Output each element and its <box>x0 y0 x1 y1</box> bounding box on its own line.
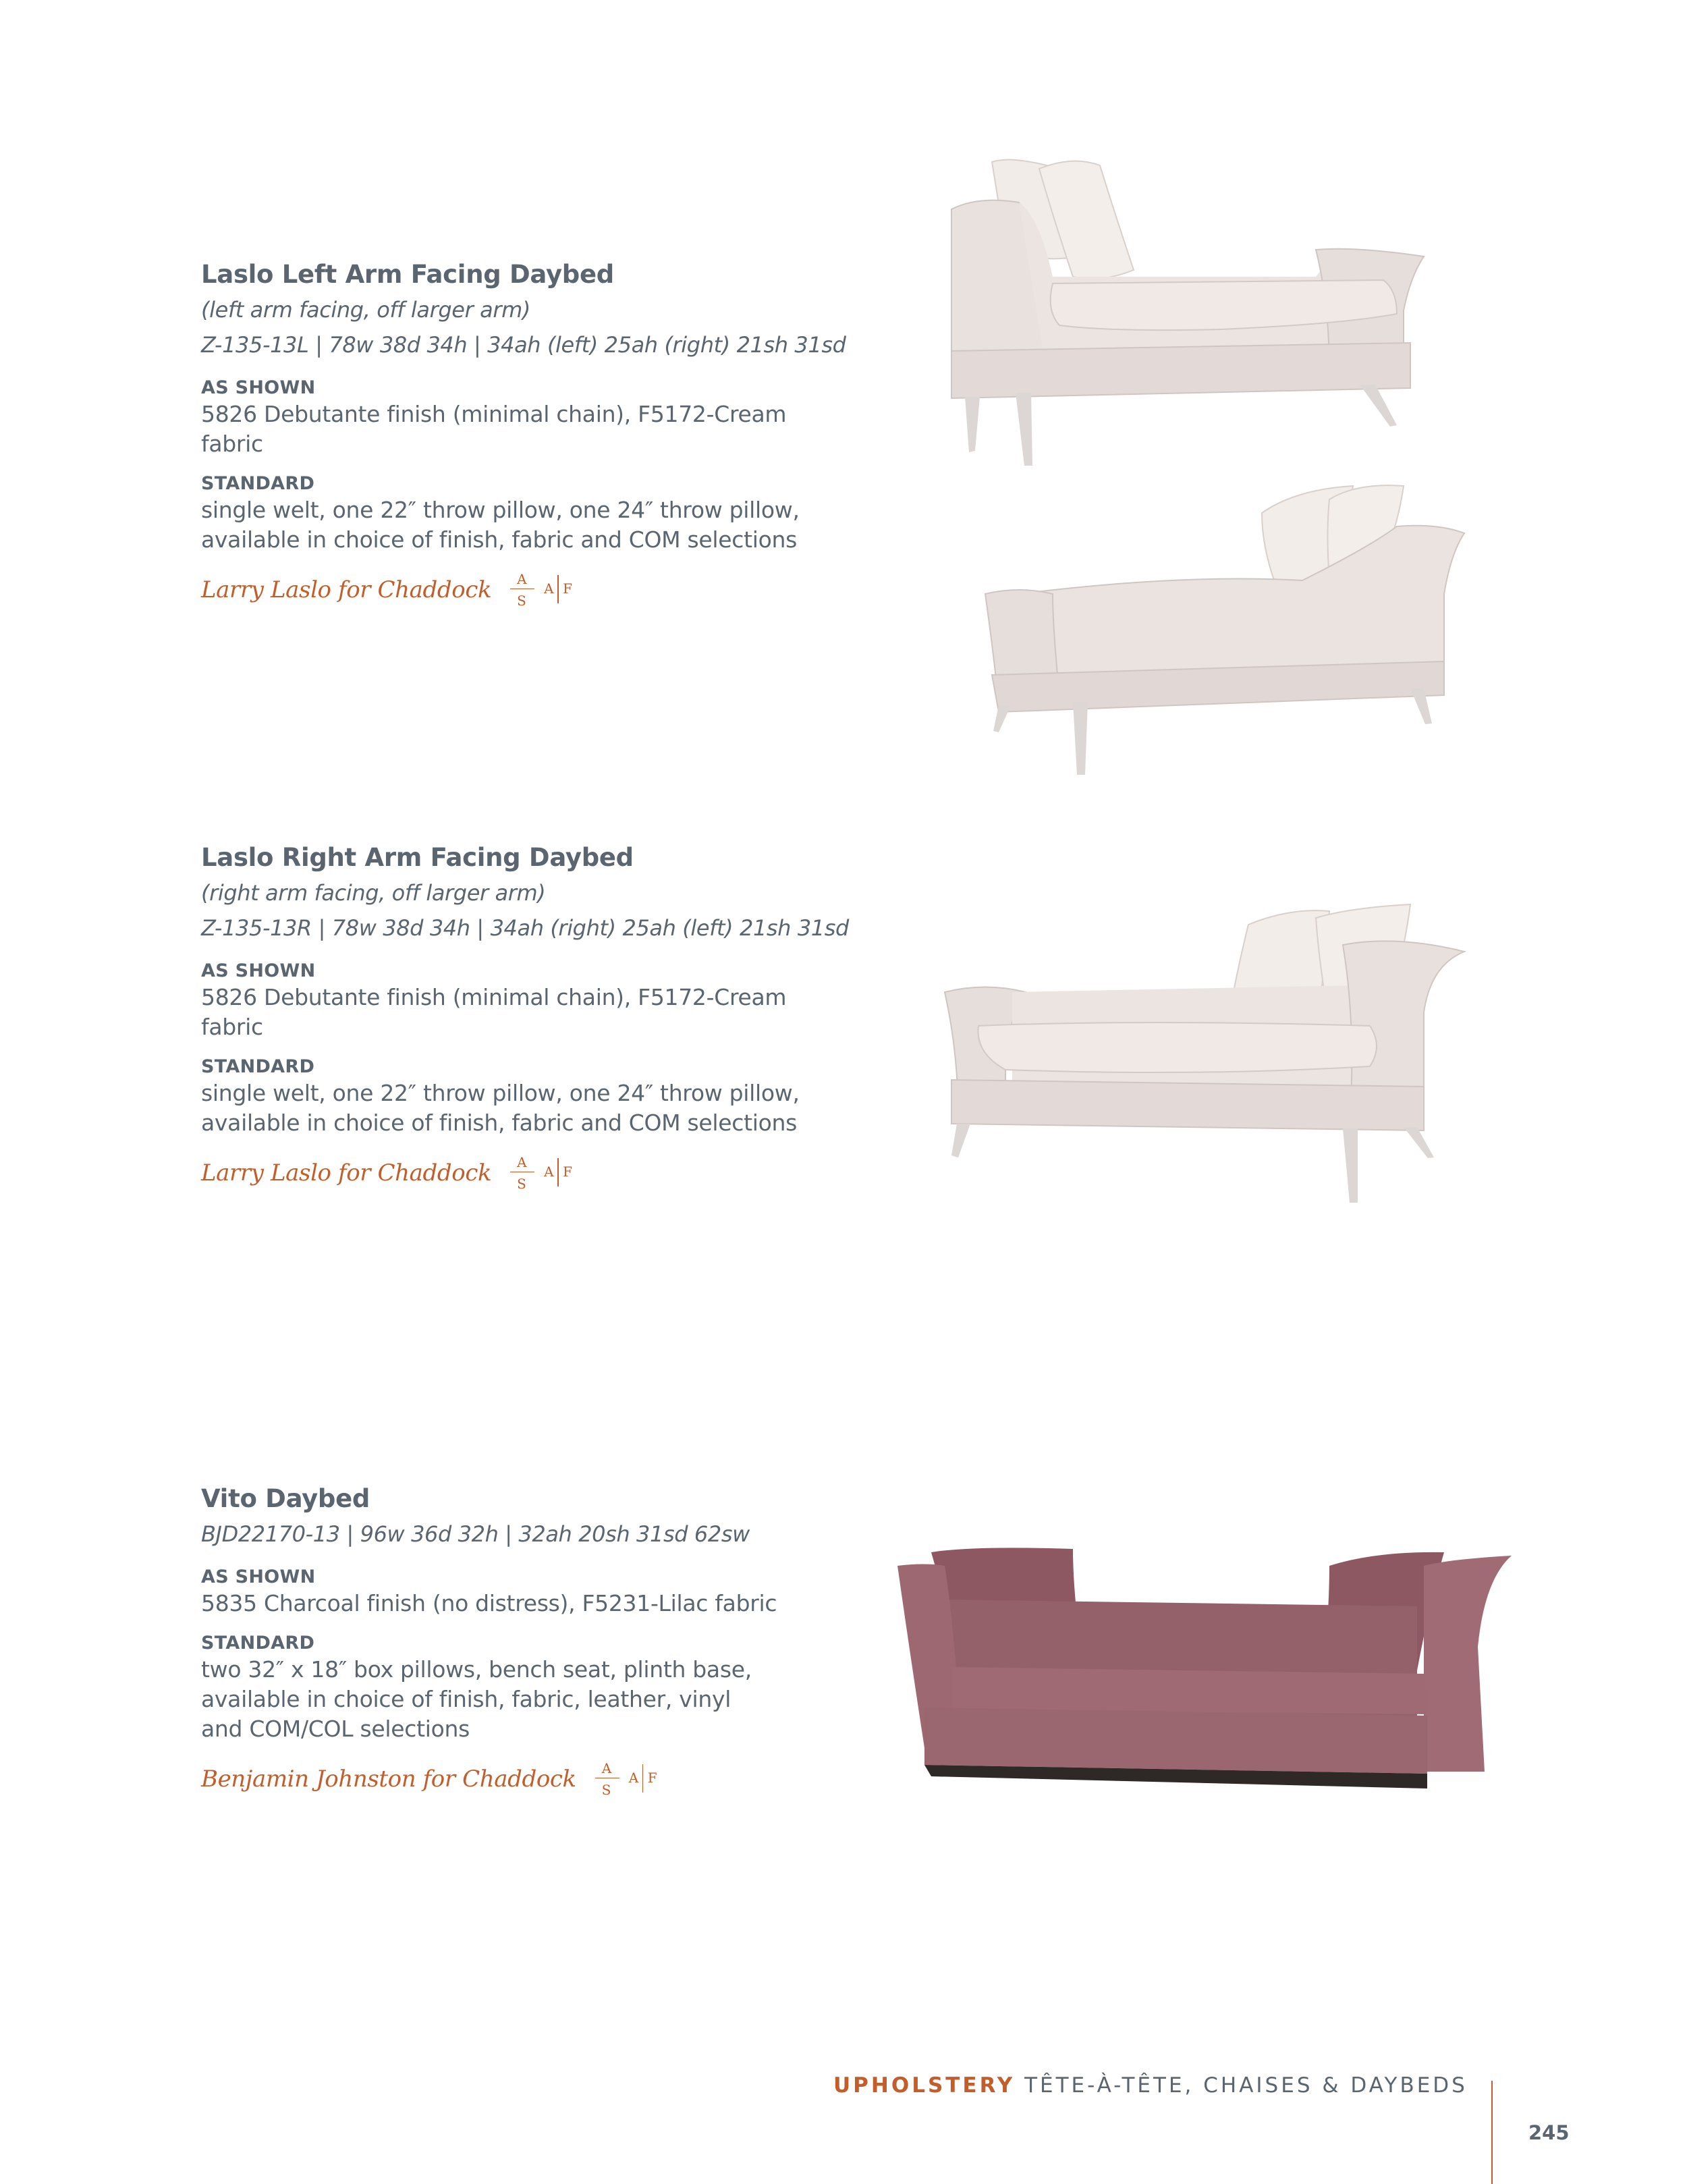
product-title: Laslo Right Arm Facing Daybed <box>201 843 634 872</box>
as-shown-label: AS SHOWN <box>201 377 316 398</box>
product-subtitle: (left arm facing, off larger arm) <box>201 297 530 323</box>
as-shown-line: fabric <box>201 1014 263 1040</box>
product-title: Laslo Left Arm Facing Daybed <box>201 260 614 289</box>
designer-row <box>201 571 916 609</box>
footer-category: UPHOLSTERY <box>833 2073 1016 2098</box>
product-image-laslo-left-front <box>938 148 1478 472</box>
asf-mark: A S A F <box>594 1760 668 1798</box>
product-spec: BJD22170-13 | 96w 36d 32h | 32ah 20sh 31sd 62sw <box>201 1521 750 1547</box>
product-spec: Z-135-13R | 78w 38d 34h | 34ah (right) 25ah (left) 21sh 31sd <box>201 915 849 941</box>
standard-line: two 32″ x 18″ box pillows, bench seat, plinth base, <box>201 1656 752 1683</box>
asf-mark: A S A F <box>509 571 583 609</box>
standard-label: STANDARD <box>201 1056 315 1077</box>
as-shown-label: AS SHOWN <box>201 1566 316 1587</box>
standard-line: single welt, one 22″ throw pillow, one 24″ throw pillow, <box>201 497 800 523</box>
standard-line: single welt, one 22″ throw pillow, one 24″ throw pillow, <box>201 1080 800 1106</box>
asf-mark: A S A F <box>509 1154 583 1192</box>
product-image-laslo-left-angled <box>978 472 1478 790</box>
product-spec: Z-135-13L | 78w 38d 34h | 34ah (left) 25ah (right) 21sh 31sd <box>201 332 846 358</box>
product-laslo-left <box>201 258 916 609</box>
product-image-laslo-right <box>938 891 1478 1215</box>
product-image-vito <box>891 1539 1512 1822</box>
footer-section: TÊTE-À-TÊTE, CHAISES & DAYBEDS <box>1024 2073 1468 2098</box>
as-shown-line: 5826 Debutante finish (minimal chain), F5172-Cream <box>201 401 787 427</box>
running-footer <box>833 2073 1468 2098</box>
designer-row <box>201 1154 916 1192</box>
as-shown-line: 5835 Charcoal finish (no distress), F5231-Lilac fabric <box>201 1590 777 1616</box>
product-title: Vito Daybed <box>201 1484 370 1513</box>
product-vito <box>201 1482 876 1798</box>
standard-line: available in choice of finish, fabric, leather, vinyl <box>201 1686 731 1712</box>
standard-line: available in choice of finish, fabric and COM selections <box>201 1110 798 1136</box>
designer-credit: Benjamin Johnston for Chaddock <box>201 1766 576 1793</box>
designer-credit: Larry Laslo for Chaddock <box>201 1159 492 1186</box>
standard-line: and COM/COL selections <box>201 1716 470 1742</box>
designer-credit: Larry Laslo for Chaddock <box>201 576 492 603</box>
footer-divider <box>1491 2081 1493 2184</box>
product-subtitle: (right arm facing, off larger arm) <box>201 880 546 906</box>
standard-label: STANDARD <box>201 473 315 494</box>
product-laslo-right <box>201 841 916 1192</box>
standard-line: available in choice of finish, fabric and COM selections <box>201 526 798 553</box>
designer-row <box>201 1760 876 1798</box>
as-shown-line: 5826 Debutante finish (minimal chain), F5172-Cream <box>201 984 787 1010</box>
as-shown-label: AS SHOWN <box>201 960 316 981</box>
standard-label: STANDARD <box>201 1633 315 1654</box>
as-shown-line: fabric <box>201 431 263 457</box>
page-number: 245 <box>1528 2121 1570 2144</box>
